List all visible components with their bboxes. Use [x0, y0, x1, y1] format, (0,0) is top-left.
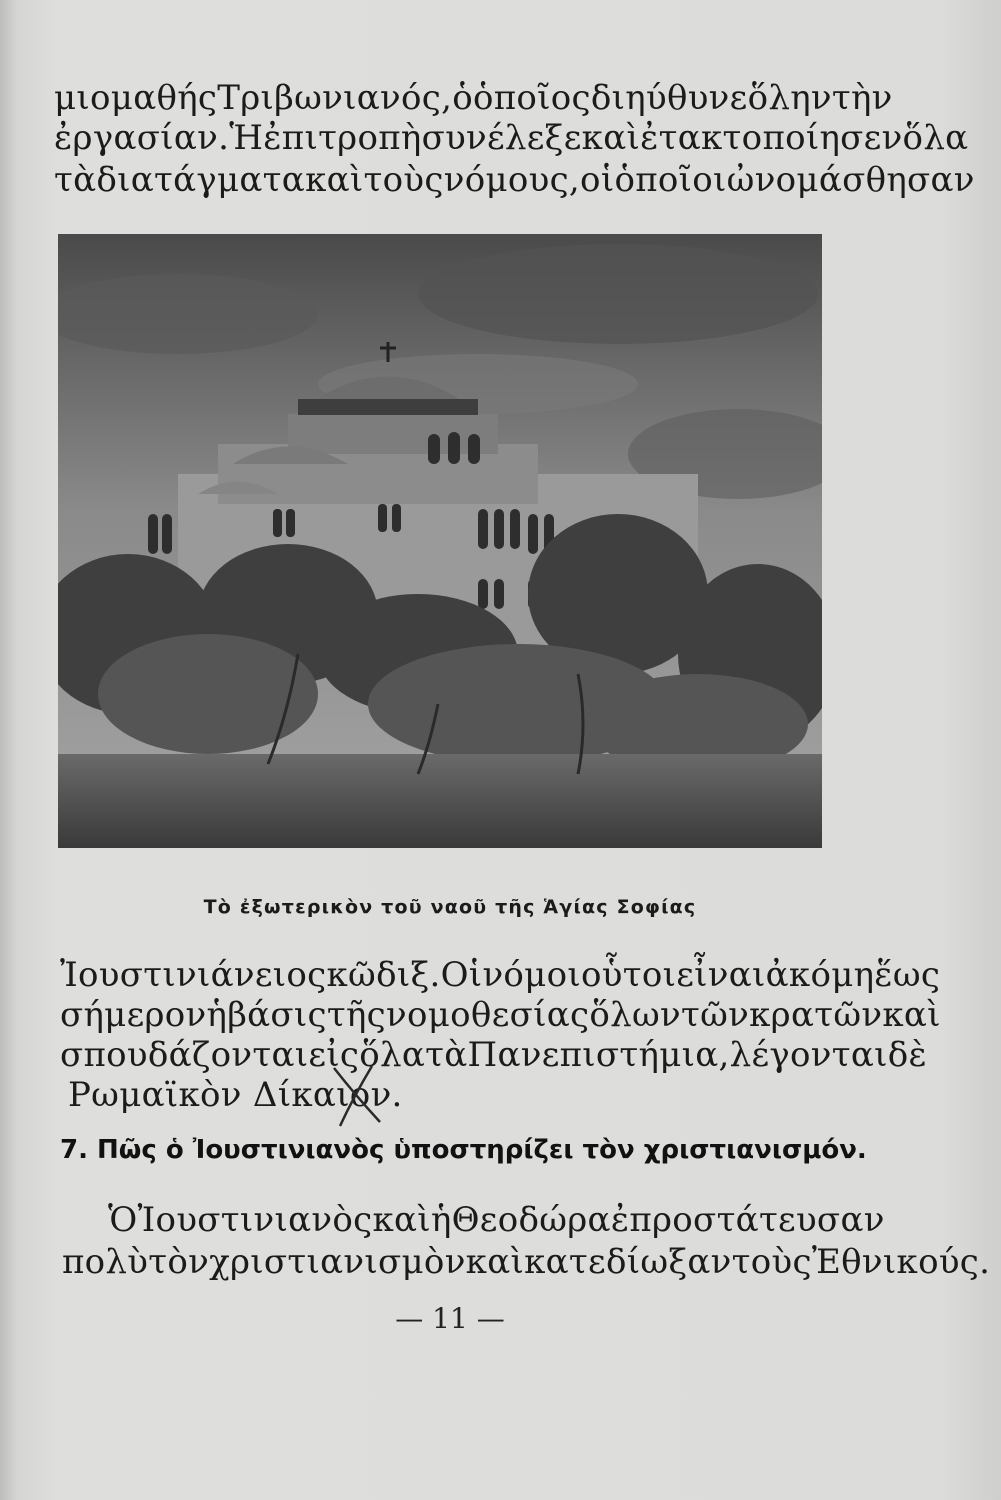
word: ὁποῖος [472, 78, 591, 118]
word: καὶ [465, 1242, 525, 1282]
word: Ἰουστινιάνειος [60, 955, 327, 995]
text-line-1 [54, 78, 893, 118]
word: διηύθυνε [590, 78, 748, 118]
word: ἕως [874, 955, 941, 995]
word: βάσις [227, 995, 327, 1035]
word: Ἡ [229, 118, 264, 158]
word: δὲ [887, 1035, 928, 1075]
word: σπουδάζονται [60, 1035, 309, 1075]
word: τὰ [425, 1035, 468, 1075]
word: νόμοι [482, 955, 581, 995]
word: εἶναι [676, 955, 766, 995]
handwritten-x-mark-icon [328, 1060, 388, 1130]
word: συνέλεξε [421, 118, 582, 158]
word: Ἰουστινιανὸς [137, 1200, 373, 1240]
word: νόμους, [443, 160, 581, 200]
word: μιομαθής [54, 78, 218, 118]
word: ὁ [452, 78, 473, 118]
word: ἡ [430, 1200, 452, 1240]
word: ἡ [206, 995, 228, 1035]
word: καὶ [882, 995, 941, 1035]
word: καὶ [372, 1200, 431, 1240]
word: τὴν [831, 78, 893, 118]
hagia-sophia-engraving-icon [58, 234, 822, 848]
word: εἰς [308, 1035, 360, 1075]
word: ὅλα [902, 118, 969, 158]
text-line-9 [62, 1242, 991, 1282]
word: πολὺ [62, 1242, 149, 1282]
word: ἀκόμη [765, 955, 875, 995]
word: κρατῶν [749, 995, 883, 1035]
word: κῶδιξ. [326, 955, 441, 995]
word: τὸν [148, 1242, 210, 1282]
word: ἐπιτροπὴ [263, 118, 422, 158]
hagia-sophia-illustration [58, 234, 822, 848]
word: τοὺς [731, 1242, 812, 1282]
text-line-6 [60, 1035, 928, 1075]
word: ὠνομάσθησαν [726, 160, 975, 200]
word: Θεοδώρα [451, 1200, 611, 1240]
word: οὗτοι [580, 955, 677, 995]
word: τῆς [326, 995, 387, 1035]
text-line-2 [54, 118, 969, 158]
word: κατεδίωξαν [524, 1242, 732, 1282]
word: καὶ [581, 118, 641, 158]
text-line-3 [54, 160, 975, 200]
word: διατάγματα [96, 160, 306, 200]
word: Οἱ [440, 955, 483, 995]
word: λέγονται [729, 1035, 888, 1075]
word: Ὁ [108, 1200, 138, 1240]
word: ἐτακτοποίησεν [640, 118, 903, 158]
word: οἱ [580, 160, 615, 200]
word: ὅλων [589, 995, 681, 1035]
text-line-4 [60, 955, 941, 995]
word: χριστιανισμὸν [209, 1242, 466, 1282]
word: τῶν [681, 995, 750, 1035]
text-line-8 [108, 1200, 885, 1240]
word: ὁποῖοι [614, 160, 727, 200]
text-line-5 [60, 995, 941, 1035]
word: τοὺς [363, 160, 444, 200]
text-line-7: Ρωμαϊκὸν Δίκαιον. [68, 1075, 403, 1115]
page-number: — 11 — [395, 1302, 505, 1335]
word: ὅλα [359, 1035, 426, 1075]
word: ὅλην [747, 78, 832, 118]
word: καὶ [305, 160, 364, 200]
word: Ἐθνικούς. [811, 1242, 991, 1282]
word: ἐπροστάτευσαν [610, 1200, 885, 1240]
section-heading: 7. Πῶς ὁ Ἰουστινιανὸς ὑποστηρίζει τὸν χριστιανισμόν. [60, 1135, 867, 1165]
word: Τριβωνιανός, [217, 78, 453, 118]
word: τὰ [54, 160, 97, 200]
word: νομοθεσίας [386, 995, 590, 1035]
word: σήμερον [60, 995, 207, 1035]
word: Πανεπιστήμια, [467, 1035, 730, 1075]
word: ἐργασίαν. [54, 118, 230, 158]
figure-caption: Τὸ ἐξωτερικὸν τοῦ ναοῦ τῆς Ἁγίας Σοφίας [203, 896, 697, 918]
